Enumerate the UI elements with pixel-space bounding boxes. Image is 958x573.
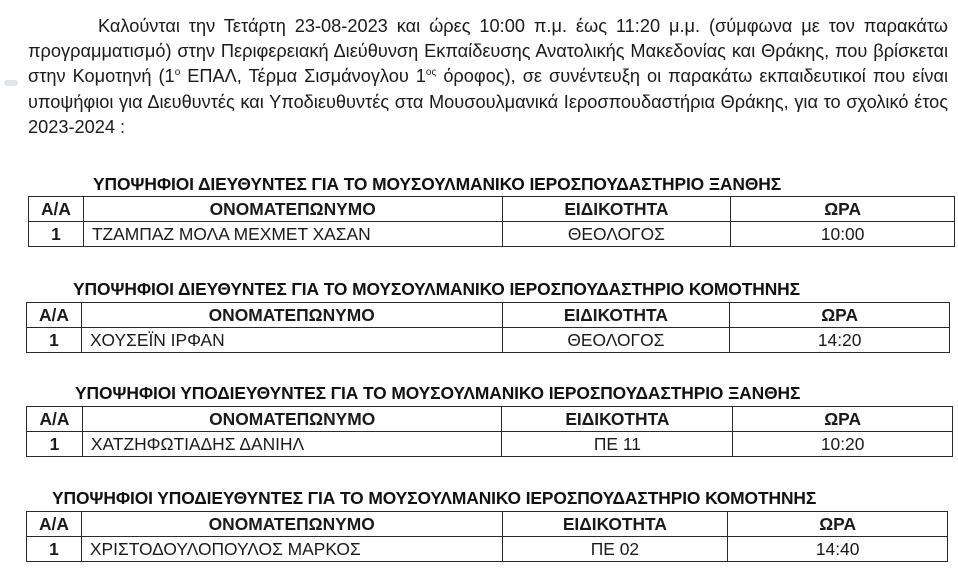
header-specialty: ΕΙΔΙΚΟΤΗΤΑ — [502, 407, 733, 432]
cell-time: 10:20 — [733, 432, 953, 457]
header-aa: Α/Α — [27, 512, 82, 537]
section-title-directors-komotini: ΥΠΟΨΗΦΙΟΙ ΔΙΕΥΘΥΝΤΕΣ ΓΙΑ ΤΟ ΜΟΥΣΟΥΛΜΑΝΙΚΟ ΙΕΡΟΣΠΟΥΔΑΣΤΗΡΙΟ ΚΟΜΟΤΗΝΗΣ — [73, 279, 800, 299]
cell-aa: 1 — [29, 222, 84, 247]
header-specialty: ΕΙΔΙΚΟΤΗΤΑ — [502, 512, 728, 537]
intro-paragraph — [28, 14, 948, 140]
section-title-deputy-directors-xanthi: ΥΠΟΨΗΦΙΟΙ ΥΠΟΔΙΕΥΘΥΝΤΕΣ ΓΙΑ ΤΟ ΜΟΥΣΟΥΛΜΑΝΙΚΟ ΙΕΡΟΣΠΟΥΔΑΣΤΗΡΙΟ ΞΑΝΘΗΣ — [75, 383, 801, 403]
schedule-table-deputy-directors-xanthi — [26, 406, 953, 457]
cell-aa: 1 — [27, 432, 83, 457]
intro-text-1: Καλούνται την Τετάρτη 23-08-2023 και ώρες 10:00 π.μ. έως 11:20 μ.μ. (σύμφωνα με τον παρακάτω προγραμματισμό) στην Περιφερειακή Διεύθυνση Εκπαίδευσης Ανατολικής Μακεδονίας και Θράκης, που βρίσκεται στην Κομοτηνή (1 — [28, 16, 948, 87]
cell-specialty: ΘΕΟΛΟΓΟΣ — [502, 328, 730, 353]
table-header-row — [27, 303, 950, 328]
cell-specialty: ΠΕ 02 — [502, 537, 728, 562]
header-name: ΟΝΟΜΑΤΕΠΩΝΥΜΟ — [81, 512, 502, 537]
intro-text-3: όροφος), σε συνέντευξη οι παρακάτω εκπαιδευτικοί που είναι υποψήφιοι για Διευθυντές και Υποδιευθυντές στα Μουσουλμανικά Ιεροσπουδαστήρια Θράκης, για το σχολικό έτος 2023-2024 : — [28, 66, 949, 137]
section-title-deputy-directors-komotini: ΥΠΟΨΗΦΙΟΙ ΥΠΟΔΙΕΥΘΥΝΤΕΣ ΓΙΑ ΤΟ ΜΟΥΣΟΥΛΜΑΝΙΚΟ ΙΕΡΟΣΠΟΥΔΑΣΤΗΡΙΟ ΚΟΜΟΤΗΝΗΣ — [52, 488, 817, 508]
scan-artifact — [4, 80, 18, 86]
intro-text-2: ΕΠΑΛ, Τέρμα Σισμάνογλου 1 — [180, 66, 426, 87]
cell-specialty: ΘΕΟΛΟΓΟΣ — [502, 222, 731, 247]
cell-aa: 1 — [27, 328, 82, 353]
table-header-row — [29, 197, 955, 222]
table-row — [27, 432, 953, 457]
header-name: ΟΝΟΜΑΤΕΠΩΝΥΜΟ — [82, 407, 502, 432]
header-specialty: ΕΙΔΙΚΟΤΗΤΑ — [502, 303, 730, 328]
cell-name: ΧΟΥΣΕΪΝ ΙΡΦΑΝ — [81, 328, 502, 353]
table-header-row — [27, 407, 953, 432]
header-aa: Α/Α — [27, 303, 82, 328]
ordinal-superscript: ος — [425, 67, 437, 79]
table-row — [29, 222, 955, 247]
cell-name: ΧΑΤΖΗΦΩΤΙΑΔΗΣ ΔΑΝΙΗΛ — [82, 432, 502, 457]
cell-time: 14:40 — [728, 537, 948, 562]
header-aa: Α/Α — [27, 407, 83, 432]
header-time: ΩΡΑ — [731, 197, 955, 222]
cell-specialty: ΠΕ 11 — [502, 432, 733, 457]
cell-name: ΤΖΑΜΠΑΖ ΜΟΛΑ ΜΕΧΜΕΤ ΧΑΣΑΝ — [83, 222, 502, 247]
header-time: ΩΡΑ — [733, 407, 953, 432]
header-time: ΩΡΑ — [730, 303, 950, 328]
header-aa: Α/Α — [29, 197, 84, 222]
cell-time: 10:00 — [731, 222, 955, 247]
section-title-directors-xanthi: ΥΠΟΨΗΦΙΟΙ ΔΙΕΥΘΥΝΤΕΣ ΓΙΑ ΤΟ ΜΟΥΣΟΥΛΜΑΝΙΚΟ ΙΕΡΟΣΠΟΥΔΑΣΤΗΡΙΟ ΞΑΝΘΗΣ — [93, 174, 782, 194]
ordinal-superscript: ο — [174, 67, 181, 79]
table-row — [27, 328, 950, 353]
schedule-table-directors-xanthi — [28, 196, 955, 247]
cell-aa: 1 — [27, 537, 82, 562]
cell-time: 14:20 — [730, 328, 950, 353]
schedule-table-deputy-directors-komotini — [26, 511, 948, 562]
schedule-table-directors-komotini — [26, 302, 950, 353]
table-row — [27, 537, 948, 562]
header-name: ΟΝΟΜΑΤΕΠΩΝΥΜΟ — [81, 303, 502, 328]
header-specialty: ΕΙΔΙΚΟΤΗΤΑ — [502, 197, 731, 222]
table-header-row — [27, 512, 948, 537]
header-name: ΟΝΟΜΑΤΕΠΩΝΥΜΟ — [83, 197, 502, 222]
cell-name: ΧΡΙΣΤΟΔΟΥΛΟΠΟΥΛΟΣ ΜΑΡΚΟΣ — [81, 537, 502, 562]
header-time: ΩΡΑ — [728, 512, 948, 537]
